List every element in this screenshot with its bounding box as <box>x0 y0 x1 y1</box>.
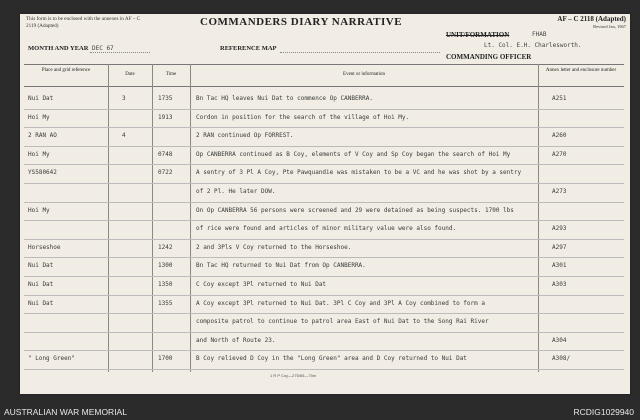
row-annex-cell: A273 <box>552 188 567 195</box>
row-event-cell: and North of Route 23. <box>196 336 276 344</box>
row-event-cell: A Coy except 3Pl returned to Nui Dat. 3Pl C Coy and 3Pl A Coy combined to form a <box>196 299 485 307</box>
row-event-cell: of 2 Pl. He later DOW. <box>196 188 276 195</box>
row-time-cell: 1913 <box>158 113 173 121</box>
row-rule <box>24 257 624 258</box>
row-rule <box>24 146 624 147</box>
row-rule <box>24 239 624 240</box>
page-title: COMMANDERS DIARY NARRATIVE <box>200 16 403 28</box>
unit-formation-label: UNIT/FORMATION <box>446 31 510 39</box>
row-event-cell: Bn Tac HQ leaves Nui Dat to commence Op CANBERRA. <box>196 95 374 102</box>
row-rule <box>24 183 624 184</box>
row-time-cell: 1355 <box>158 299 173 307</box>
row-time-cell: 0722 <box>158 169 173 177</box>
table-top-rule <box>24 64 624 65</box>
row-place-cell: Hoi My <box>28 150 50 158</box>
row-place-cell: Horseshoe <box>28 243 61 251</box>
row-rule <box>24 202 624 203</box>
row-rule <box>24 127 624 128</box>
reference-map-underline <box>280 52 440 53</box>
row-rule <box>24 313 624 314</box>
month-year-value: DEC 67 <box>92 45 114 52</box>
col-header-time: Time <box>165 72 177 77</box>
form-id: AF – C 2118 (Adapted) <box>557 15 626 23</box>
row-rule <box>24 276 624 277</box>
row-date-cell: 3 <box>122 95 126 102</box>
row-place-cell: Hoi My <box>28 206 50 214</box>
row-place-cell: Nui Dat <box>28 299 54 307</box>
print-imprint: 1 R P Coy—275/65—75m <box>270 373 317 378</box>
row-time-cell: 1300 <box>158 262 173 270</box>
month-year-label: MONTH AND YEAR <box>28 45 89 52</box>
row-place-cell: " Long Green" <box>28 355 75 363</box>
row-rule <box>24 295 624 296</box>
row-place-cell: 2 RAN AO <box>28 132 57 140</box>
form-enclosure-note: This form is to be enclosed with the annexes in AF – C 2119 (Adapted) <box>26 16 141 29</box>
col-header-annex: Annex letter and enclosure number <box>545 68 617 73</box>
col-header-place: Place and grid reference <box>41 68 91 73</box>
row-event-cell: of rice were found and articles of minor military value were also found. <box>196 225 457 233</box>
row-event-cell: Op CANBERRA continued as B Coy, elements of V Coy and Sp Coy began the search of Hoi My <box>196 150 511 158</box>
row-rule <box>24 369 624 370</box>
row-time-cell: 1735 <box>158 95 173 102</box>
row-event-cell: A sentry of 3 Pl A Coy, Pte Pawquandie was mistaken to be a VC and he was shot by a sentry <box>196 169 522 177</box>
row-place-cell: YS580642 <box>28 169 57 177</box>
record-id-caption: RCDIG1029940 <box>573 407 634 417</box>
col-divider-event <box>190 64 191 372</box>
row-event-cell: B Coy relieved D Coy in the "Long Green" area and D Coy returned to Nui Dat <box>196 355 467 363</box>
col-header-date: Date <box>125 72 135 77</box>
reference-map-label: REFERENCE MAP <box>220 45 277 52</box>
row-event-cell: 2 and 3Pls V Coy returned to the Horseshoe. <box>196 243 352 251</box>
col-divider-date <box>108 64 109 372</box>
row-time-cell: 1242 <box>158 243 173 251</box>
row-annex-cell: A270 <box>552 150 567 158</box>
row-place-cell: Nui Dat <box>28 262 54 270</box>
row-place-cell: Nui Dat <box>28 281 54 288</box>
row-place-cell: Nui Dat <box>28 95 54 102</box>
row-place-cell: Hoi My <box>28 113 50 121</box>
row-annex-cell: A251 <box>552 95 567 102</box>
row-rule <box>24 109 624 110</box>
row-annex-cell: A297 <box>552 243 567 251</box>
commanding-officer-value: Lt. Col. E.H. Charlesworth. <box>484 42 582 49</box>
row-event-cell: 2 RAN continued Op FORREST. <box>196 132 294 140</box>
row-event-cell: Bn Tac HQ returned to Nui Dat from Op CANBERRA. <box>196 262 366 270</box>
row-annex-cell: A260 <box>552 132 567 140</box>
commanding-officer-label: COMMANDING OFFICER <box>446 53 532 61</box>
unit-value: FHAB <box>532 31 547 38</box>
row-rule <box>24 332 624 333</box>
col-header-event: Event or information <box>343 72 385 77</box>
col-divider-annex <box>538 64 539 372</box>
table-header-rule <box>24 86 624 87</box>
row-rule <box>24 220 624 221</box>
row-annex-cell: A304 <box>552 336 567 344</box>
row-annex-cell: A308/ <box>552 355 571 363</box>
row-event-cell: Cordon in position for the search of the village of Hoi My. <box>196 113 410 121</box>
row-time-cell: 1350 <box>158 281 173 288</box>
row-annex-cell: A293 <box>552 225 567 233</box>
row-date-cell: 4 <box>122 132 126 140</box>
row-event-cell: On Op CANBERRA 56 persons were screened and 29 were detained as being suspects. 1700 lbs <box>196 206 514 214</box>
row-event-cell: composite patrol to continue to patrol area East of Nui Dat to the Song Rai River <box>196 318 489 326</box>
row-time-cell: 1700 <box>158 355 173 363</box>
month-year-underline <box>90 52 150 53</box>
row-event-cell: C Coy except 3Pl returned to Nui Dat <box>196 281 327 288</box>
row-rule <box>24 350 624 351</box>
row-annex-cell: A303 <box>552 281 567 288</box>
col-divider-time <box>152 64 153 372</box>
row-rule <box>24 164 624 165</box>
row-annex-cell: A301 <box>552 262 567 270</box>
institution-caption: AUSTRALIAN WAR MEMORIAL <box>4 407 127 417</box>
row-time-cell: 0748 <box>158 150 173 158</box>
revised-date: Revised Jan, 1967 <box>593 24 626 29</box>
